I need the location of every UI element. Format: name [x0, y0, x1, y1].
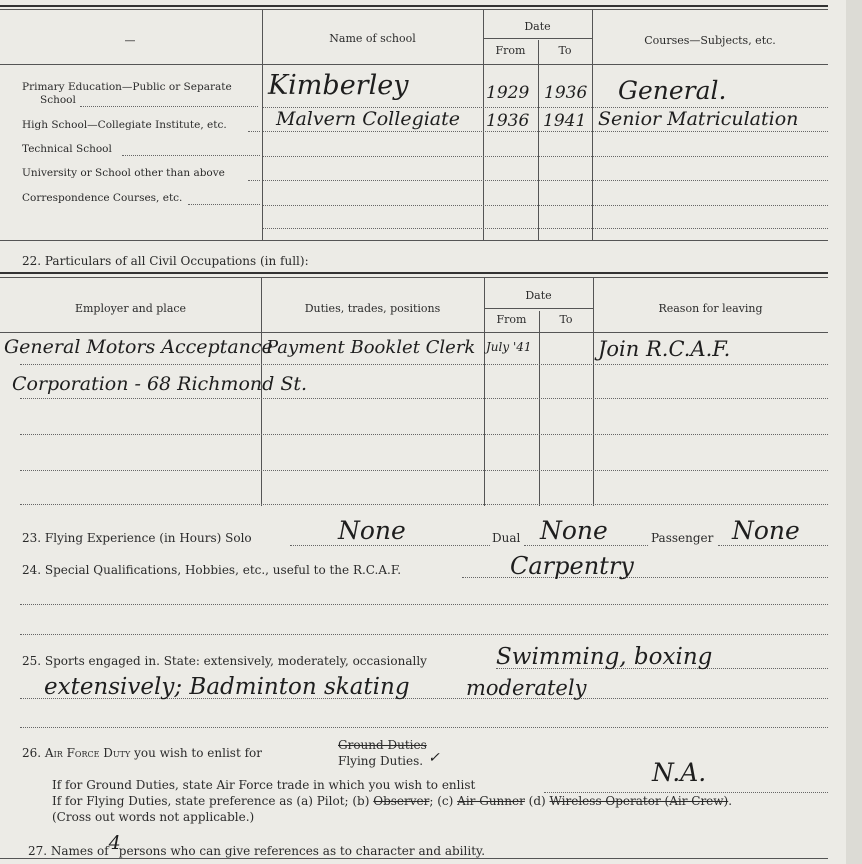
edu-row-label: Correspondence Courses, etc. — [22, 192, 183, 204]
edu-header-to: To — [558, 44, 572, 57]
occ-header-duties: Duties, trades, positions — [304, 302, 441, 315]
flying-label: 23. Flying Experience (in Hours) Solo — [22, 531, 252, 545]
edu-leader — [122, 155, 260, 156]
duty-label — [22, 746, 262, 760]
duty-wireless-option: Wireless Operator (Air Crew) — [549, 794, 729, 808]
occ-header-date: Date — [525, 289, 552, 302]
sports-value-3: moderately — [466, 676, 587, 700]
flying-solo-line — [290, 545, 490, 546]
edu-row-label: Primary Education—Public or Separate — [22, 81, 232, 93]
edu-row-line — [263, 131, 828, 132]
occ-top-rule-thin — [0, 277, 828, 278]
occ-row-line — [20, 470, 828, 471]
occ-date-rule — [484, 308, 593, 309]
flying-dual-value: None — [540, 516, 608, 545]
special-line-extra — [20, 604, 828, 605]
edu-date-rule — [483, 38, 592, 39]
occ-header-employer: Employer and place — [74, 302, 187, 315]
edu-to-high: 1941 — [543, 111, 587, 131]
bottom-rule — [0, 858, 828, 859]
edu-leader — [248, 131, 260, 132]
duty-ground-value: N.A. — [652, 758, 707, 787]
edu-row-line — [263, 156, 828, 157]
duty-flying-line-c: ; (c) — [429, 794, 454, 808]
sports-value-2: extensively; Badminton skating — [44, 674, 410, 700]
edu-school-high: Malvern Collegiate — [276, 108, 461, 130]
edu-courses-high: Senior Matriculation — [598, 108, 799, 130]
edu-leader — [248, 180, 260, 181]
occ-row-line — [20, 398, 828, 399]
occ-row-line — [20, 364, 828, 365]
duty-flying-option: Flying Duties. — [338, 754, 424, 768]
flying-dual-line — [524, 545, 648, 546]
occ-row-line — [20, 504, 828, 505]
occ-duties: Payment Booklet Clerk — [266, 337, 476, 358]
occ-header-reason: Reason for leaving — [658, 302, 763, 315]
occ-row-line — [20, 434, 828, 435]
references-label-b: persons who can give references as to character and ability. — [118, 844, 486, 858]
occ-employer-line1: General Motors Acceptance — [4, 336, 273, 358]
occ-header-from: From — [496, 313, 527, 326]
edu-col-divider — [538, 40, 539, 240]
duty-observer-option: Observer — [373, 794, 430, 808]
edu-from-high: 1936 — [486, 111, 530, 131]
occ-header-rule — [0, 332, 828, 333]
edu-bottom-rule — [0, 240, 828, 241]
top-rule — [0, 5, 828, 7]
edu-header-school: Name of school — [329, 32, 416, 45]
page-edge — [846, 0, 862, 864]
sports-value-1: Swimming, boxing — [496, 644, 713, 670]
edu-header-rule — [0, 64, 828, 65]
occ-employer-line2: Corporation - 68 Richmond St. — [12, 373, 308, 395]
duty-flying-line-a: If for Flying Duties, state preference as (a) Pilot; (b) — [52, 794, 370, 808]
occupations-title: 22. Particulars of all Civil Occupations (in full): — [22, 254, 309, 268]
duty-label-suffix: you wish to enlist for — [134, 746, 262, 760]
edu-row-label: High School—Collegiate Institute, etc. — [22, 119, 227, 131]
special-line-extra — [20, 634, 828, 635]
flying-passenger-line — [718, 545, 828, 546]
flying-passenger-label: Passenger — [651, 531, 714, 545]
references-label-a: 27. Names of — [28, 844, 109, 858]
duty-flying-line-d: (d) — [528, 794, 546, 808]
occ-reason: Join R.C.A.F. — [598, 337, 731, 361]
flying-solo-value: None — [338, 516, 406, 545]
references-count: 4 — [108, 832, 121, 854]
edu-row-label: Technical School — [22, 143, 112, 155]
edu-header-courses: Courses—Subjects, etc. — [644, 34, 776, 47]
special-label: 24. Special Qualifications, Hobbies, etc., useful to the R.C.A.F. — [22, 563, 402, 577]
special-value: Carpentry — [510, 552, 634, 580]
duty-label-sc: Air Force Duty — [44, 746, 131, 760]
edu-school-primary: Kimberley — [268, 70, 409, 101]
occ-from: July '41 — [486, 340, 532, 354]
edu-row-label: University or School other than above — [22, 167, 225, 179]
occ-header-to: To — [559, 313, 573, 326]
edu-row-line — [263, 228, 828, 229]
duty-ground-leader — [544, 792, 828, 793]
edu-row-line — [263, 205, 828, 206]
flying-dual-label: Dual — [492, 531, 521, 545]
edu-leader — [80, 106, 258, 107]
edu-from-primary: 1929 — [486, 83, 530, 103]
occ-top-rule — [0, 272, 828, 274]
top-rule-thin — [0, 9, 828, 10]
occ-col-divider — [539, 311, 540, 506]
edu-header-from: From — [495, 44, 526, 57]
duty-cross-out-note: (Cross out words not applicable.) — [52, 810, 255, 824]
duty-flying-line — [52, 794, 732, 808]
edu-header-date: Date — [524, 20, 551, 33]
duty-air-gunner-option: Air Gunner — [457, 794, 525, 808]
edu-row-line — [263, 180, 828, 181]
edu-leader — [188, 204, 260, 205]
edu-header-dash: — — [124, 34, 136, 47]
edu-courses-primary: General. — [618, 76, 727, 105]
edu-row-label: School — [40, 94, 76, 106]
sports-label: 25. Sports engaged in. State: extensively, moderately, occasionally — [22, 654, 427, 668]
duty-number: 26. — [22, 746, 42, 760]
duty-ground-option: Ground Duties — [338, 738, 427, 752]
duty-ground-line: If for Ground Duties, state Air Force trade in which you wish to enlist — [52, 778, 476, 792]
edu-to-primary: 1936 — [544, 83, 588, 103]
duty-check-mark: ✓ — [428, 750, 440, 766]
duty-flying-line-end: . — [728, 794, 733, 808]
sports-line-3 — [20, 727, 828, 728]
references-label — [28, 832, 486, 860]
flying-passenger-value: None — [732, 516, 800, 545]
